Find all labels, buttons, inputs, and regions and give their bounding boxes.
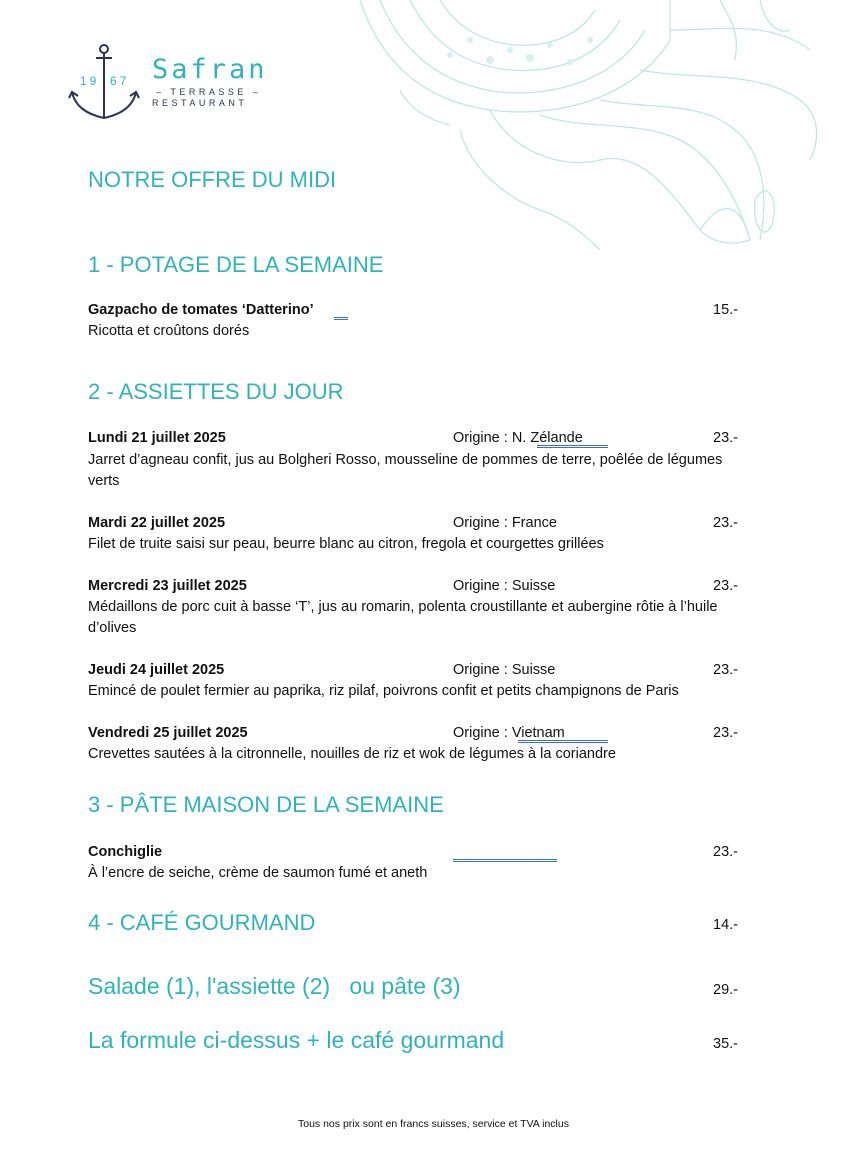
item-description: À l’encre de seiche, crème de saumon fumé et aneth: [88, 865, 428, 881]
item-name-text: Gazpacho de tomates ‘Datterino’: [88, 302, 314, 318]
day-price: 23.-: [713, 515, 738, 531]
day-name: Mercredi 23 juillet 2025: [88, 578, 247, 594]
day-description: Filet de truite saisi sur peau, beurre blanc au citron, fregola et courgettes grillées: [88, 536, 604, 552]
day-name: Mardi 22 juillet 2025: [88, 515, 226, 531]
jellyfish-illustration: [340, 0, 840, 250]
day-name: Lundi 21 juillet 2025: [88, 430, 226, 446]
day-price: 23.-: [713, 662, 738, 678]
item-name: [88, 302, 314, 318]
logo: [68, 40, 278, 125]
logo-terrasse-text: TERRASSE: [170, 87, 247, 97]
day-price: 23.-: [713, 578, 738, 594]
double-underline-mark: [518, 727, 608, 743]
formula-label: La formule ci-dessus + le café gourmand: [88, 1027, 505, 1053]
section-title-assiettes: 2 - ASSIETTES DU JOUR: [88, 379, 344, 404]
day-description: Crevettes sautées à la citronnelle, nouilles de riz et wok de légumes à la coriandre: [88, 746, 616, 762]
section-title-cafe: 4 - CAFÉ GOURMAND: [88, 910, 316, 935]
day-origin: Origine : France: [453, 515, 557, 531]
day-price: 23.-: [713, 725, 738, 741]
logo-year-left: 19: [80, 74, 100, 88]
double-underline-mark: [537, 432, 608, 448]
section-title-pate: 3 - PÂTE MAISON DE LA SEMAINE: [88, 792, 444, 817]
day-origin: Origine : N. Zélande: [453, 430, 583, 446]
page-title: NOTRE OFFRE DU MIDI: [88, 167, 337, 192]
logo-year-right: 67: [110, 74, 130, 88]
day-origin: Origine : Suisse: [453, 662, 556, 678]
logo-name: Safran: [152, 54, 268, 85]
double-underline-mark: [334, 304, 348, 320]
day-origin: Origine : Suisse: [453, 578, 556, 594]
day-description: Jarret d’agneau confit, jus au Bolgheri Rosso, mousseline de pommes de terre, poêlée de légumes verts: [88, 452, 723, 489]
day-name: Jeudi 24 juillet 2025: [88, 662, 225, 678]
item-name: Conchiglie: [88, 844, 163, 860]
section-title-potage: 1 - POTAGE DE LA SEMAINE: [88, 252, 384, 277]
footer-note: Tous nos prix sont en francs suisses, service et TVA inclus: [298, 1118, 569, 1130]
item-price: 15.-: [713, 302, 738, 318]
item-description: Ricotta et croûtons dorés: [88, 323, 250, 339]
logo-subtitle-restaurant: RESTAURANT: [152, 98, 248, 108]
cafe-price: 14.-: [713, 917, 738, 933]
double-underline-mark: [453, 846, 557, 862]
logo-subtitle-terrasse: – TERRASSE –: [156, 87, 262, 97]
formula-price: 29.-: [713, 982, 738, 998]
day-description: Emincé de poulet fermier au paprika, riz pilaf, poivrons confit et petits champignons de Paris: [88, 683, 679, 699]
day-description: Médaillons de porc cuit à basse ‘T’, jus au romarin, polenta croustillante et aubergine rôtie à l’huile d’olives: [88, 599, 718, 636]
day-name: Vendredi 25 juillet 2025: [88, 725, 248, 741]
formula-price: 35.-: [713, 1036, 738, 1052]
item-price: 23.-: [713, 844, 738, 860]
day-price: 23.-: [713, 430, 738, 446]
formula-label: Salade (1), l'assiette (2) ou pâte (3): [88, 973, 461, 999]
day-origin: Origine : Vietnam: [453, 725, 565, 741]
